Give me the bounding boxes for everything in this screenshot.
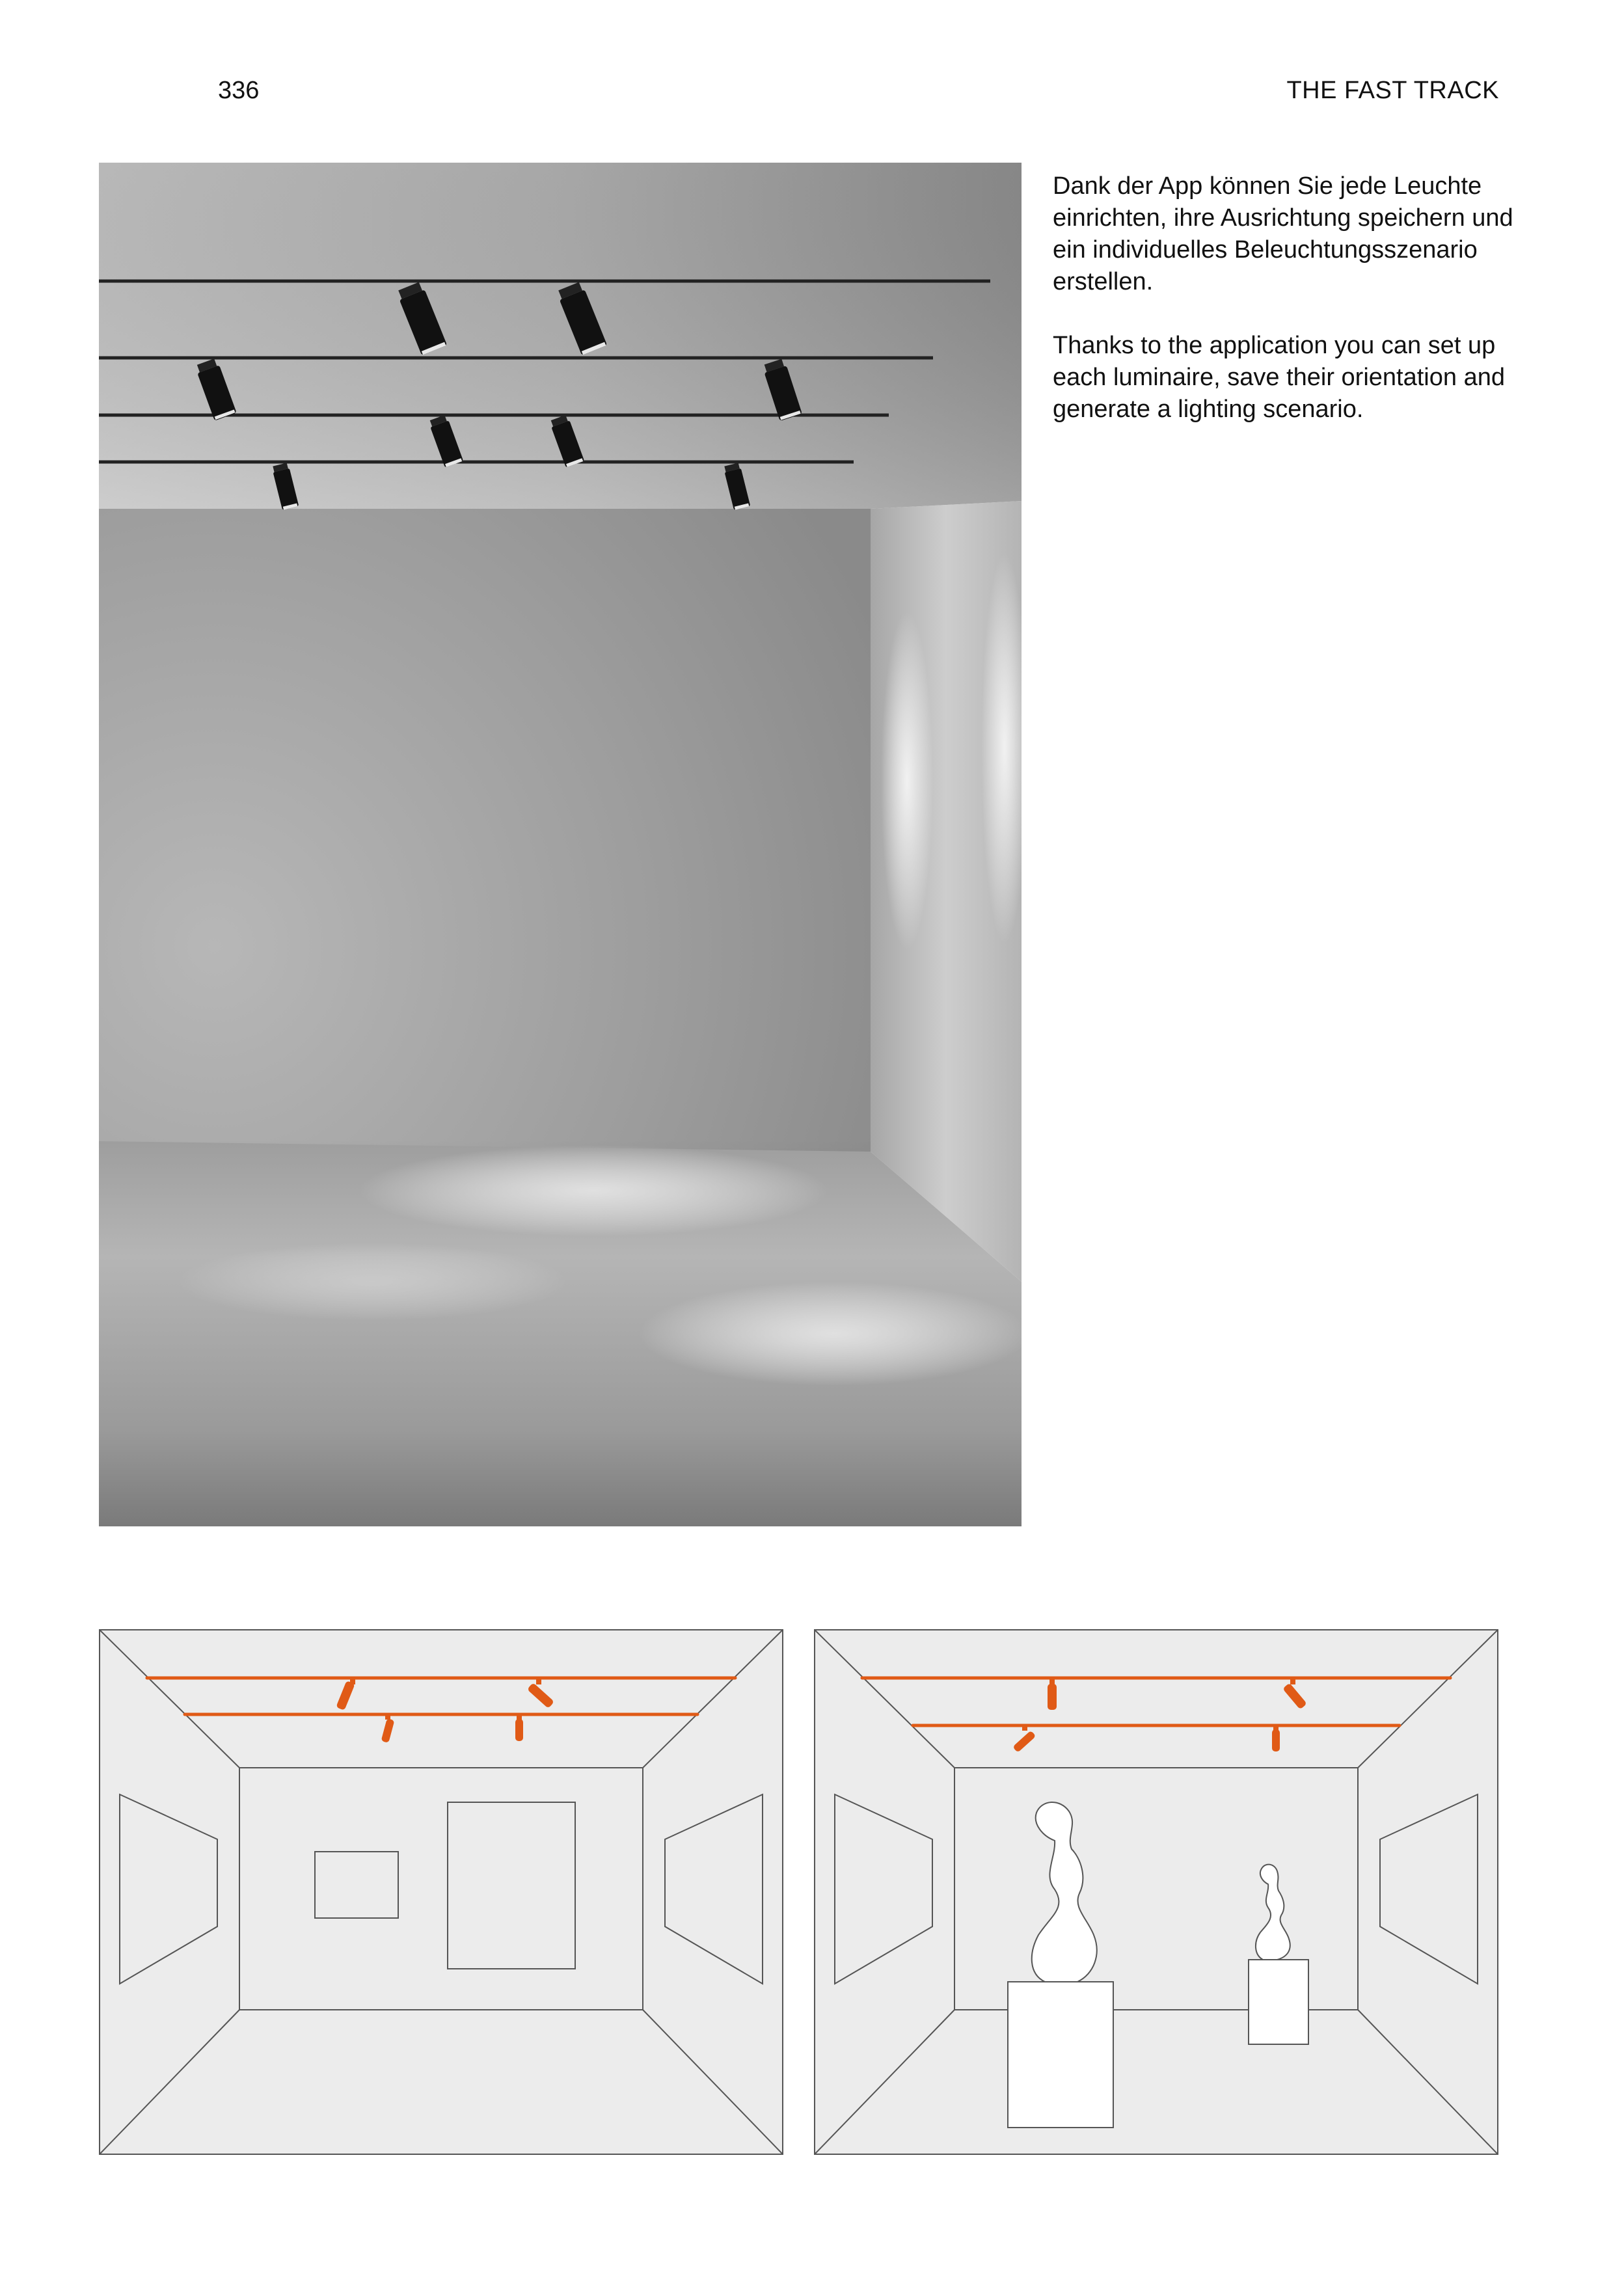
page-number: 336 <box>218 77 260 104</box>
room-with-wall-frames-icon <box>99 1629 783 2155</box>
running-title: THE FAST TRACK <box>1286 77 1499 104</box>
gallery-room-render <box>99 163 1022 1526</box>
room-with-sculptures-icon <box>814 1629 1498 2155</box>
body-text-german: Dank der App können Sie jede Leuchte einrichten, ihre Ausrichtung speichern und ein individuelles Beleuchtungsszenario erstellen. <box>1053 172 1513 295</box>
body-text <box>1053 170 1521 457</box>
body-text-english: Thanks to the application you can set up each luminaire, save their orientation and generate a lighting scenario. <box>1053 332 1505 423</box>
